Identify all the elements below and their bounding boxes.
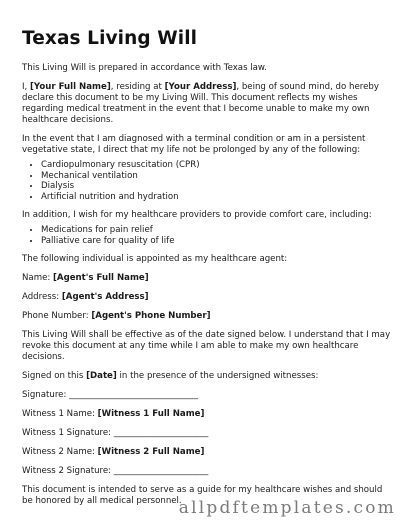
agent-address-placeholder: [Agent's Address] xyxy=(61,292,149,302)
witness1-signature-line: Witness 1 Signature: ______________________ xyxy=(22,428,209,438)
withheld-treatments-list xyxy=(22,160,392,202)
intro-paragraph: This Living Will is prepared in accordance with Texas law. xyxy=(22,63,267,73)
list-item: • Medications for pain relief xyxy=(41,225,392,236)
comfort-paragraph: In addition, I wish for my healthcare providers to provide comfort care, including: xyxy=(22,210,372,220)
signed-line: Signed on this [Date] in the presence of the undersigned witnesses: xyxy=(22,371,319,381)
document-title: Texas Living Will xyxy=(22,28,198,49)
agent-intro: The following individual is appointed as my healthcare agent: xyxy=(22,254,288,264)
agent-name-placeholder: [Agent's Full Name] xyxy=(52,273,149,283)
list-item: • Palliative care for quality of life xyxy=(41,236,392,247)
witness2-signature-line: Witness 2 Signature: ______________________ xyxy=(22,466,209,476)
date-placeholder: [Date] xyxy=(86,371,117,381)
condition-paragraph: In the event that I am diagnosed with a terminal condition or am in a persistent vegetative state, I direct that my life not be prolonged by any of the following: xyxy=(22,134,366,155)
list-item: • Artificial nutrition and hydration xyxy=(41,192,392,203)
agent-address-line: Address: [Agent's Address] xyxy=(22,292,149,302)
document-page xyxy=(22,28,392,515)
list-item: • Dialysis xyxy=(41,181,392,192)
address-placeholder: [Your Address] xyxy=(164,82,237,92)
witness2-name-placeholder: [Witness 2 Full Name] xyxy=(97,447,205,457)
agent-phone-line: Phone Number: [Agent's Phone Number] xyxy=(22,311,211,321)
witness2-name-line: Witness 2 Name: [Witness 2 Full Name] xyxy=(22,447,205,457)
witness1-name-line: Witness 1 Name: [Witness 1 Full Name] xyxy=(22,409,205,419)
watermark-text: allpdftemplates.com xyxy=(178,498,396,518)
agent-phone-placeholder: [Agent's Phone Number] xyxy=(91,311,211,321)
list-item: • Mechanical ventilation xyxy=(41,171,392,182)
comfort-care-list xyxy=(22,225,392,246)
full-name-placeholder: [Your Full Name] xyxy=(30,82,111,92)
list-item: • Cardiopulmonary resuscitation (CPR) xyxy=(41,160,392,171)
agent-name-line: Name: [Agent's Full Name] xyxy=(22,273,149,283)
closing-paragraph: This document is intended to serve as a guide for my healthcare wishes and should be honored by all medical personnel. xyxy=(22,485,383,506)
declaration-paragraph: I, [Your Full Name], residing at [Your Address], being of sound mind, do hereby declare this document to be my Living Will. This document reflects my wishes regarding medical treatment in the event that I become unable to make my own healthcare decisions. xyxy=(22,82,379,125)
signature-line: Signature: ______________________________ xyxy=(22,390,198,400)
witness1-name-placeholder: [Witness 1 Full Name] xyxy=(97,409,205,419)
effective-paragraph: This Living Will shall be effective as of the date signed below. I understand that I may revoke this document at any time while I am able to make my own healthcare decisions. xyxy=(22,330,391,362)
